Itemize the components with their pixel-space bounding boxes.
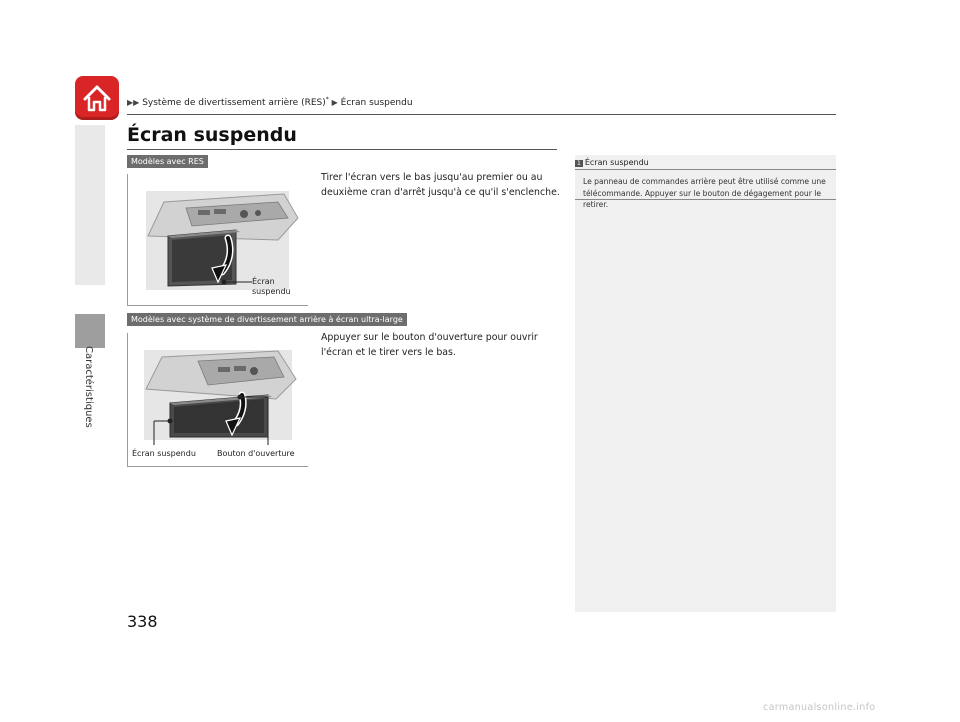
breadcrumb-item[interactable]: Système de divertissement arrière (RES) (142, 98, 326, 108)
divider (575, 169, 836, 170)
divider (575, 199, 836, 200)
callout-label: Écran suspendu (252, 277, 291, 296)
figure-overhead-screen (127, 174, 308, 306)
sidebar-section-label: Caractéristiques (83, 346, 94, 428)
callout-leader (128, 333, 308, 466)
figure-ultrawide-screen (127, 333, 308, 467)
triangle-right-icon: ▶▶ (127, 98, 140, 107)
triangle-right-icon: ▶ (331, 98, 338, 107)
instruction-text: Appuyer sur le bouton d'ouverture pour ouvrir l'écran et le tirer vers le bas. (321, 332, 538, 358)
note-panel (575, 155, 836, 612)
page-number: 338 (127, 612, 158, 631)
watermark: carmanualsonline.info (763, 702, 876, 713)
sidebar-section-tab[interactable] (75, 314, 105, 348)
asterisk: * (325, 96, 329, 103)
page-title: Écran suspendu (127, 124, 297, 146)
breadcrumb-item-current: Écran suspendu (340, 98, 413, 108)
callout-label-screen: Écran suspendu (132, 449, 196, 458)
home-icon (81, 82, 113, 114)
callout-leader (220, 274, 252, 290)
divider (127, 114, 836, 115)
breadcrumb (127, 96, 413, 108)
note-badge: 1 (577, 160, 581, 167)
note-heading: 1 Écran suspendu (577, 158, 649, 167)
instruction-text: Tirer l'écran vers le bas jusqu'au premier ou au deuxième cran d'arrêt jusqu'à ce qu'il s'enclenche. (321, 172, 560, 198)
note-text: Le panneau de commandes arrière peut être utilisé comme une télécommande. Appuyer sur le bouton de dégagement pour le retirer. (583, 177, 826, 209)
callout-label-button: Bouton d'ouverture (217, 449, 295, 458)
model-chip: Modèles avec système de divertissement arrière à écran ultra-large (127, 313, 407, 326)
home-button[interactable] (75, 76, 119, 120)
divider (127, 149, 557, 150)
model-chip: Modèles avec RES (127, 155, 208, 168)
sidebar-bar (75, 125, 105, 285)
